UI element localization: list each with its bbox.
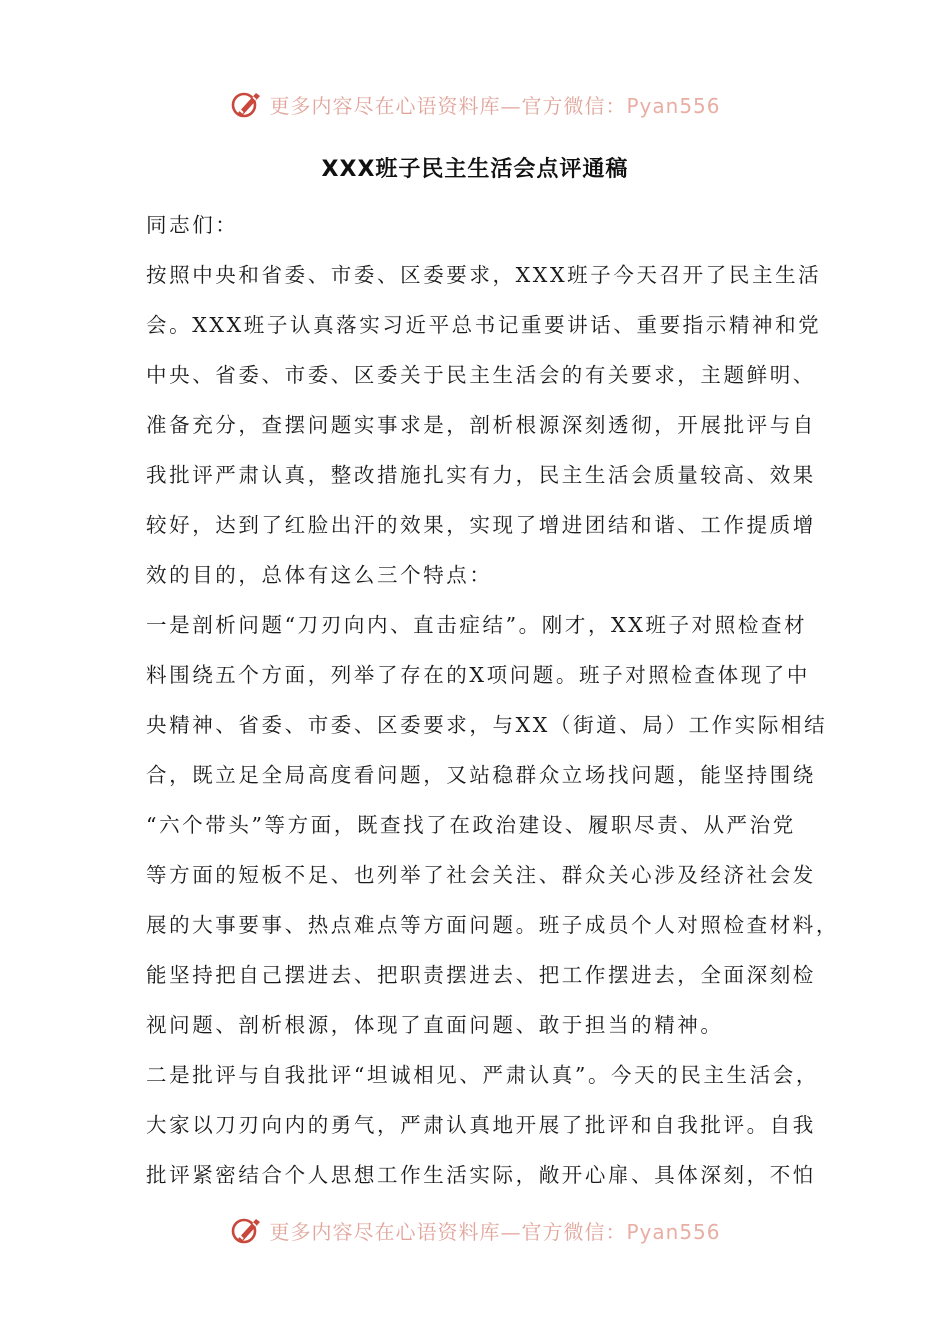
body-line: 中央、省委、市委、区委关于民主生活会的有关要求，主题鲜明、 (146, 363, 816, 387)
watermark-wechat-id: Pyan556 (626, 1219, 721, 1244)
body-line: 等方面的短板不足、也列举了社会关注、群众关心涉及经济社会发 (146, 863, 816, 887)
watermark-text (269, 90, 720, 119)
pen-logo-icon (229, 87, 263, 121)
watermark-footer (0, 1210, 950, 1250)
watermark-header (0, 84, 950, 124)
watermark-text-cn: 更多内容尽在心语资料库—官方微信： (269, 93, 627, 118)
body-line: 准备充分，查摆问题实事求是，剖析根源深刻透彻，开展批评与自 (146, 413, 816, 437)
body-line: 一是剖析问题“刀刃向内、直击症结”。刚才，XX班子对照检查材 (146, 613, 808, 637)
watermark-wechat-id: Pyan556 (626, 93, 721, 118)
body-line: 大家以刀刃向内的勇气，严肃认真地开展了批评和自我批评。自我 (146, 1113, 816, 1137)
body-line: 会。XXX班子认真落实习近平总书记重要讲话、重要指示精神和党 (146, 313, 822, 337)
body-line: 视问题、剖析根源，体现了直面问题、敢于担当的精神。 (146, 1013, 724, 1037)
document-body (146, 200, 839, 1200)
body-line: 二是批评与自我批评“坦诚相见、严肃认真”。今天的民主生活会， (146, 1063, 819, 1087)
watermark-text-cn: 更多内容尽在心语资料库—官方微信： (269, 1219, 627, 1244)
body-line: “六个带头”等方面，既查找了在政治建设、履职尽责、从严治党 (146, 813, 796, 837)
body-line: 较好，达到了红脸出汗的效果，实现了增进团结和谐、工作提质增 (146, 513, 816, 537)
pen-logo-icon (229, 1213, 263, 1247)
body-line: 效的目的，总体有这么三个特点： (146, 563, 493, 587)
body-line: 我批评严肃认真，整改措施扎实有力，民主生活会质量较高、效果 (146, 463, 816, 487)
body-line: 同志们： (146, 213, 239, 237)
body-line: 料围绕五个方面，列举了存在的X项问题。班子对照检查体现了中 (146, 663, 810, 687)
body-line: 能坚持把自己摆进去、把职责摆进去、把工作摆进去，全面深刻检 (146, 963, 816, 987)
body-line: 按照中央和省委、市委、区委要求，XXX班子今天召开了民主生活 (146, 263, 822, 287)
document-title: XXX班子民主生活会点评通稿 (321, 157, 629, 182)
watermark-text (269, 1216, 720, 1245)
body-line: 批评紧密结合个人思想工作生活实际，敞开心扉、具体深刻，不怕 (146, 1163, 816, 1187)
body-line: 央精神、省委、市委、区委要求，与XX（街道、局）工作实际相结 (146, 713, 828, 737)
body-line: 合，既立足全局高度看问题，又站稳群众立场找问题，能坚持围绕 (146, 763, 816, 787)
body-line: 展的大事要事、热点难点等方面问题。班子成员个人对照检查材料， (146, 913, 839, 937)
